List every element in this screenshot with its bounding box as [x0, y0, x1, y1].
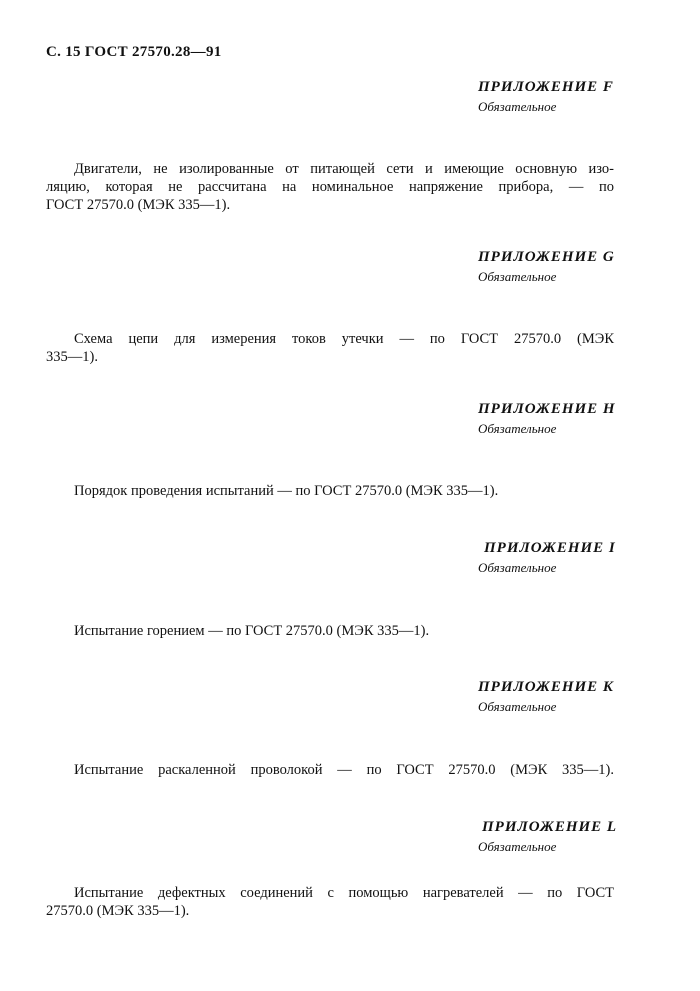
appendix-f-status: Обязательное [478, 99, 557, 114]
appendix-l-text [46, 884, 614, 920]
appendix-g-status: Обязательное [478, 269, 557, 284]
text-line: 27570.0 (МЭК 335—1). [46, 903, 190, 919]
appendix-f-text [46, 160, 614, 214]
appendix-i-title: ПРИЛОЖЕНИЕ I [484, 540, 616, 556]
appendix-i-text [46, 622, 614, 640]
appendix-l-status: Обязательное [478, 839, 557, 854]
appendix-g-text [46, 330, 614, 366]
appendix-i-status: Обязательное [478, 560, 557, 575]
text-line: Испытание раскаленной проволокой — по ГОСТ 27570.0 (МЭК 335—1). [74, 762, 614, 778]
appendix-k-text [46, 761, 614, 779]
text-line: ляцию, которая не рассчитана на номинальное напряжение прибора, — по [46, 179, 614, 195]
text-line: Испытание дефектных соединений с помощью нагревателей — по ГОСТ [74, 885, 614, 901]
appendix-k-title: ПРИЛОЖЕНИЕ K [478, 679, 614, 695]
text-line: Схема цепи для измерения токов утечки — по ГОСТ 27570.0 (МЭК [74, 331, 614, 347]
appendix-h-title: ПРИЛОЖЕНИЕ H [478, 401, 616, 417]
appendix-g-title: ПРИЛОЖЕНИЕ G [478, 249, 615, 265]
appendix-k-status: Обязательное [478, 699, 557, 714]
text-line: Порядок проведения испытаний — по ГОСТ 27570.0 (МЭК 335—1). [74, 483, 499, 499]
text-line: 335—1). [46, 349, 98, 365]
appendix-h-text [46, 482, 614, 500]
text-line: ГОСТ 27570.0 (МЭК 335—1). [46, 197, 231, 213]
text-line: Испытание горением — по ГОСТ 27570.0 (МЭК 335—1). [74, 623, 430, 639]
appendix-h-status: Обязательное [478, 421, 557, 436]
running-head: С. 15 ГОСТ 27570.28—91 [46, 44, 222, 60]
appendix-f-title: ПРИЛОЖЕНИЕ F [478, 79, 614, 95]
text-line: Двигатели, не изолированные от питающей сети и имеющие основную изо- [74, 161, 614, 177]
appendix-l-title: ПРИЛОЖЕНИЕ L [482, 819, 618, 835]
